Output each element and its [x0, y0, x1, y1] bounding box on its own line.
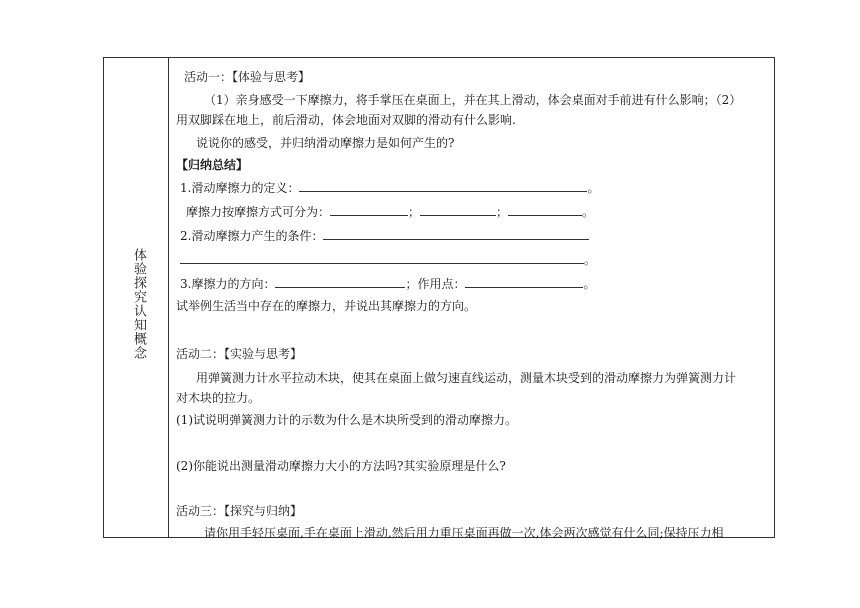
answer-blank-direction[interactable] [275, 276, 405, 288]
summary-title: 【归纳总结】 [176, 158, 249, 172]
activity3-para-line1: 请你用手轻压桌面,手在桌面上滑动,然后用力重压桌面再做一次,体会两次感觉有什么同;保持压力相 [204, 526, 724, 540]
question-3-label: 3.摩擦力的方向： [180, 277, 276, 291]
activity2-question-1: (1)试说明弹簧测力计的示数为什么是木块所受到的滑动摩擦力。 [176, 413, 518, 427]
column-divider [168, 58, 169, 537]
question-2-label: 2.滑动摩擦力产生的条件： [180, 229, 324, 243]
answer-blank-definition[interactable] [299, 180, 587, 192]
question-2-line2: 。 [180, 251, 596, 268]
row-label: 体验探究认知概念 [131, 248, 146, 360]
activity1-para-line2: 用双脚踩在地上，前后滑动，体会地面对双脚的滑动有什么影响. [176, 113, 516, 127]
answer-blank-conditions-1[interactable] [323, 228, 589, 240]
example-prompt: 试举例生活当中存在的摩擦力，并说出其摩擦力的方向。 [176, 299, 477, 313]
answer-blank-type-1[interactable] [330, 204, 408, 216]
row-label-cell [104, 58, 168, 537]
activity3-title: 活动三：【探究与归纳】 [176, 504, 303, 518]
answer-blank-conditions-2[interactable] [180, 252, 584, 264]
content-cell [176, 58, 771, 540]
question-1-label: 1.滑动摩擦力的定义： [180, 181, 300, 195]
answer-blank-type-3[interactable] [508, 204, 582, 216]
worksheet-table [103, 57, 775, 538]
answer-blank-point[interactable] [465, 276, 583, 288]
question-1: 1.滑动摩擦力的定义： 。 [180, 181, 600, 195]
answer-blank-type-2[interactable] [420, 204, 496, 216]
activity2-question-2: (2)你能说出测量滑动摩擦力大小的方法吗?其实验原理是什么? [176, 459, 506, 473]
activity1-para-line1: （1）亲身感受一下摩擦力，将手掌压在桌面上，并在其上滑动，体会桌面对手前进有什么影响；（2） [204, 93, 742, 107]
activity2-para-line1: 用弹簧测力计水平拉动木块，使其在桌面上做匀速直线运动，测量木块受到的滑动摩擦力为弹簧测力计 [196, 371, 737, 385]
question-3: 3.摩擦力的方向： ；作用点： 。 [180, 277, 596, 291]
activity2-para-line2: 对木块的拉力。 [176, 391, 261, 405]
activity2-title: 活动二：【实验与思考】 [176, 347, 303, 361]
question-2 [180, 227, 589, 244]
question-1b: 摩擦力按摩擦方式可分为： ； ； 。 [186, 205, 595, 219]
question-1b-label: 摩擦力按摩擦方式可分为： [186, 205, 331, 219]
activity1-title: 活动一：【体验与思考】 [184, 70, 311, 84]
activity1-prompt: 说说你的感受，并归纳滑动摩擦力是如何产生的? [196, 136, 455, 150]
